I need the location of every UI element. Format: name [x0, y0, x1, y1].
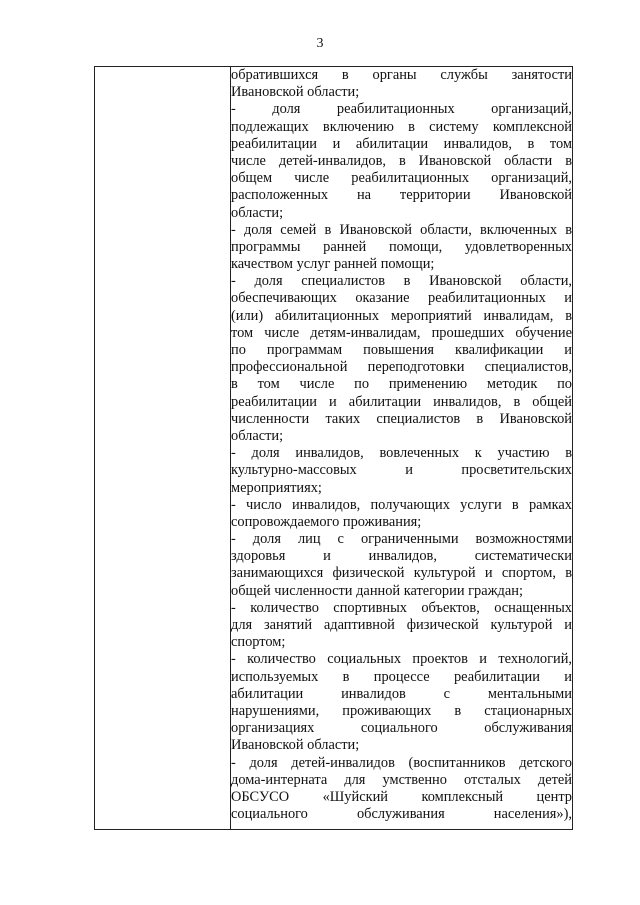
text-line: дома-интерната для умственно отсталых детей	[231, 771, 572, 788]
text-line: сопровождаемого проживания;	[231, 513, 422, 530]
text-line: расположенных на территории Ивановской	[231, 187, 572, 204]
text-line: - доля реабилитационных организаций,	[231, 101, 572, 118]
text-line: реабилитации и абилитации инвалидов, в общей	[231, 393, 572, 410]
text-line: профессиональной переподготовки специалистов,	[231, 359, 572, 376]
text-line: - доля инвалидов, вовлеченных к участию в	[231, 445, 572, 462]
text-line: для занятий адаптивной физической культурой и	[231, 617, 572, 633]
text-line: ОБСУСО «Шуйский комплексный центр	[231, 788, 572, 805]
text-line: области;	[231, 427, 284, 444]
text-line: в том числе по применению методик по	[231, 376, 572, 393]
text-line: организациях социального обслуживания	[231, 720, 572, 737]
text-line: реабилитации и абилитации инвалидов, в том	[231, 135, 572, 152]
text-line: численности таких специалистов в Ивановской	[231, 410, 572, 427]
text-line: используемых в процессе реабилитации и	[231, 668, 572, 685]
text-line: спортом;	[231, 634, 286, 651]
text-line: подлежащих включению в систему комплексной	[231, 118, 572, 135]
text-line: Ивановской области;	[231, 84, 360, 101]
text-line: обратившихся в органы службы занятости	[231, 67, 572, 83]
table-row	[95, 67, 573, 830]
text-line: - доля лиц с ограниченными возможностями	[231, 531, 572, 548]
text-line: социального обслуживания населения»),	[231, 806, 572, 823]
text-line: занимающихся физической культурой и спортом, в	[231, 565, 572, 582]
text-line: - количество социальных проектов и технологий,	[231, 651, 572, 668]
text-line: нарушениями, проживающих в стационарных	[231, 702, 572, 719]
text-line: здоровья и инвалидов, систематически	[231, 548, 572, 565]
text-line: Ивановской области;	[231, 737, 360, 754]
text-line: общей численности данной категории граждан;	[231, 582, 523, 599]
text-line: - доля специалистов в Ивановской области,	[231, 273, 572, 290]
text-line: качеством услуг ранней помощи;	[231, 256, 435, 273]
text-line: абилитации инвалидов с ментальными	[231, 685, 572, 702]
text-line: культурно-массовых и просветительских	[231, 462, 572, 479]
text-line: числе детей-инвалидов, в Ивановской области в	[231, 152, 572, 169]
text-line: общем числе реабилитационных организаций,	[231, 170, 572, 187]
cell-text	[231, 67, 572, 823]
text-line: - количество спортивных объектов, оснащенных	[231, 599, 572, 616]
page-number: 3	[316, 36, 324, 51]
text-line: обеспечивающих оказание реабилитационных и	[231, 290, 572, 307]
text-line: - число инвалидов, получающих услуги в рамках	[231, 496, 572, 513]
table-cell-right	[231, 67, 573, 830]
text-line: том числе детям-инвалидам, прошедших обучение	[231, 324, 572, 341]
text-line: - доля семей в Ивановской области, включенных в	[231, 221, 572, 238]
document-table	[94, 66, 573, 830]
text-line: области;	[231, 204, 284, 221]
text-line: программы ранней помощи, удовлетворенных	[231, 238, 572, 255]
text-line: мероприятиях;	[231, 479, 322, 496]
text-line: по программам повышения квалификации и	[231, 342, 572, 358]
text-line: (или) абилитационных мероприятий инвалидам, в	[231, 307, 572, 324]
text-line: - доля детей-инвалидов (воспитанников детского	[231, 754, 572, 771]
table-cell-left	[95, 67, 231, 830]
